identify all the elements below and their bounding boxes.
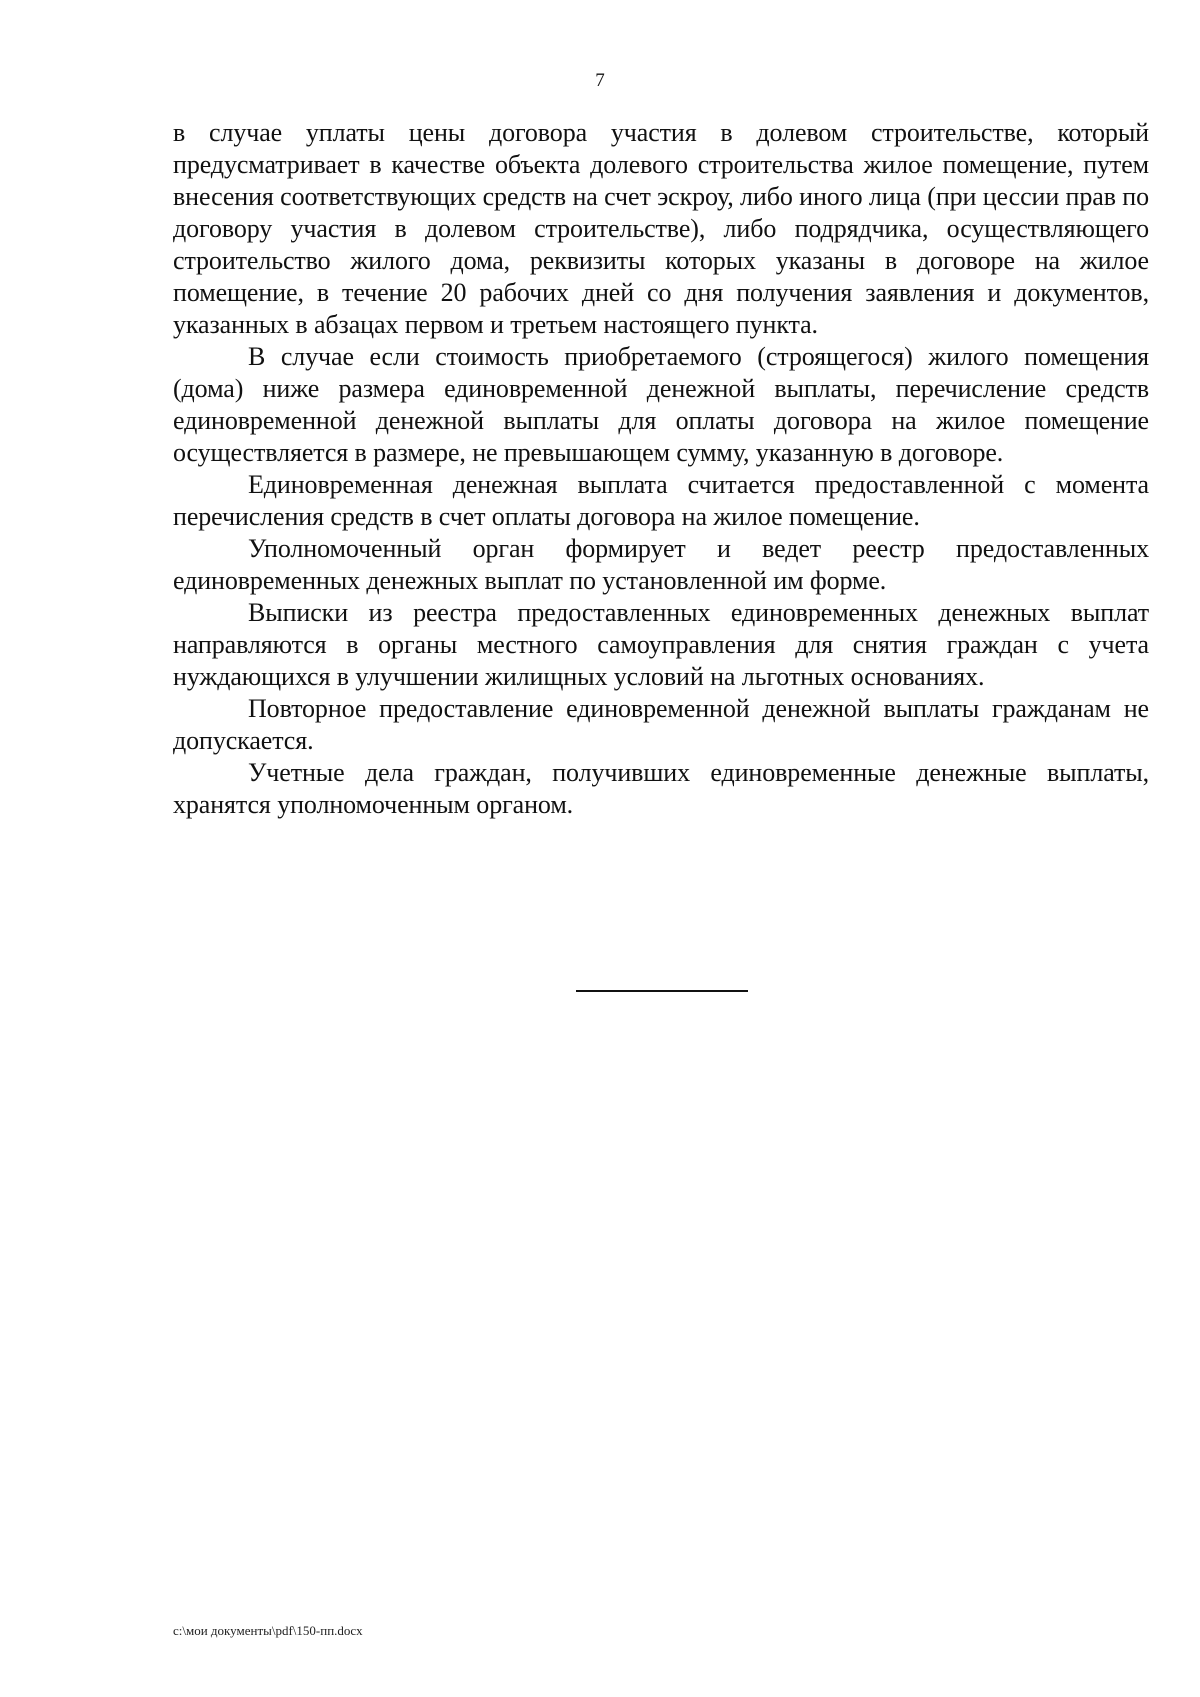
paragraph-case-files: Учетные дела граждан, получивших единовременные денежные выплаты, хранятся уполномоченным органом. — [173, 758, 1149, 819]
document-body — [173, 117, 1149, 821]
paragraph-registry-extracts: Выписки из реестра предоставленных единовременных денежных выплат направляются в органы местного самоуправления для снятия граждан с учета нуждающихся в улучшении жилищных условий на льготных основаниях. — [173, 598, 1149, 691]
end-of-text-rule — [576, 990, 748, 992]
paragraph-cost-below-payment: В случае если стоимость приобретаемого (строящегося) жилого помещения (дома) ниже размера единовременной денежной выплаты, перечисление средств единовременной денежной выплаты для оплаты договора на жилое помещение осуществляется в размере, не превышающем сумму, указанную в договоре. — [173, 342, 1149, 467]
paragraph-repeat-not-allowed: Повторное предоставление единовременной денежной выплаты гражданам не допускается. — [173, 694, 1149, 755]
page-number: 7 — [595, 70, 605, 91]
paragraph-continuation: в случае уплаты цены договора участия в долевом строительстве, который предусматривает в качестве объекта долевого строительства жилое помещение, путем внесения соответствующих средств на счет эскроу, либо иного лица (при цессии прав по договору участия в долевом строительстве), либо подрядчика, осуществляющего строительство жилого дома, реквизиты которых указаны в договоре на жилое помещение, в течение 20 рабочих дней со дня получения заявления и документов, указанных в абзацах первом и третьем настоящего пункта. — [173, 118, 1149, 339]
footer-file-path: c:\мои документы\pdf\150-пп.docx — [173, 1623, 363, 1638]
paragraph-payment-provided: Единовременная денежная выплата считается предоставленной с момента перечисления средств в счет оплаты договора на жилое помещение. — [173, 470, 1149, 531]
paragraph-registry: Уполномоченный орган формирует и ведет реестр предоставленных единовременных денежных выплат по установленной им форме. — [173, 534, 1149, 595]
